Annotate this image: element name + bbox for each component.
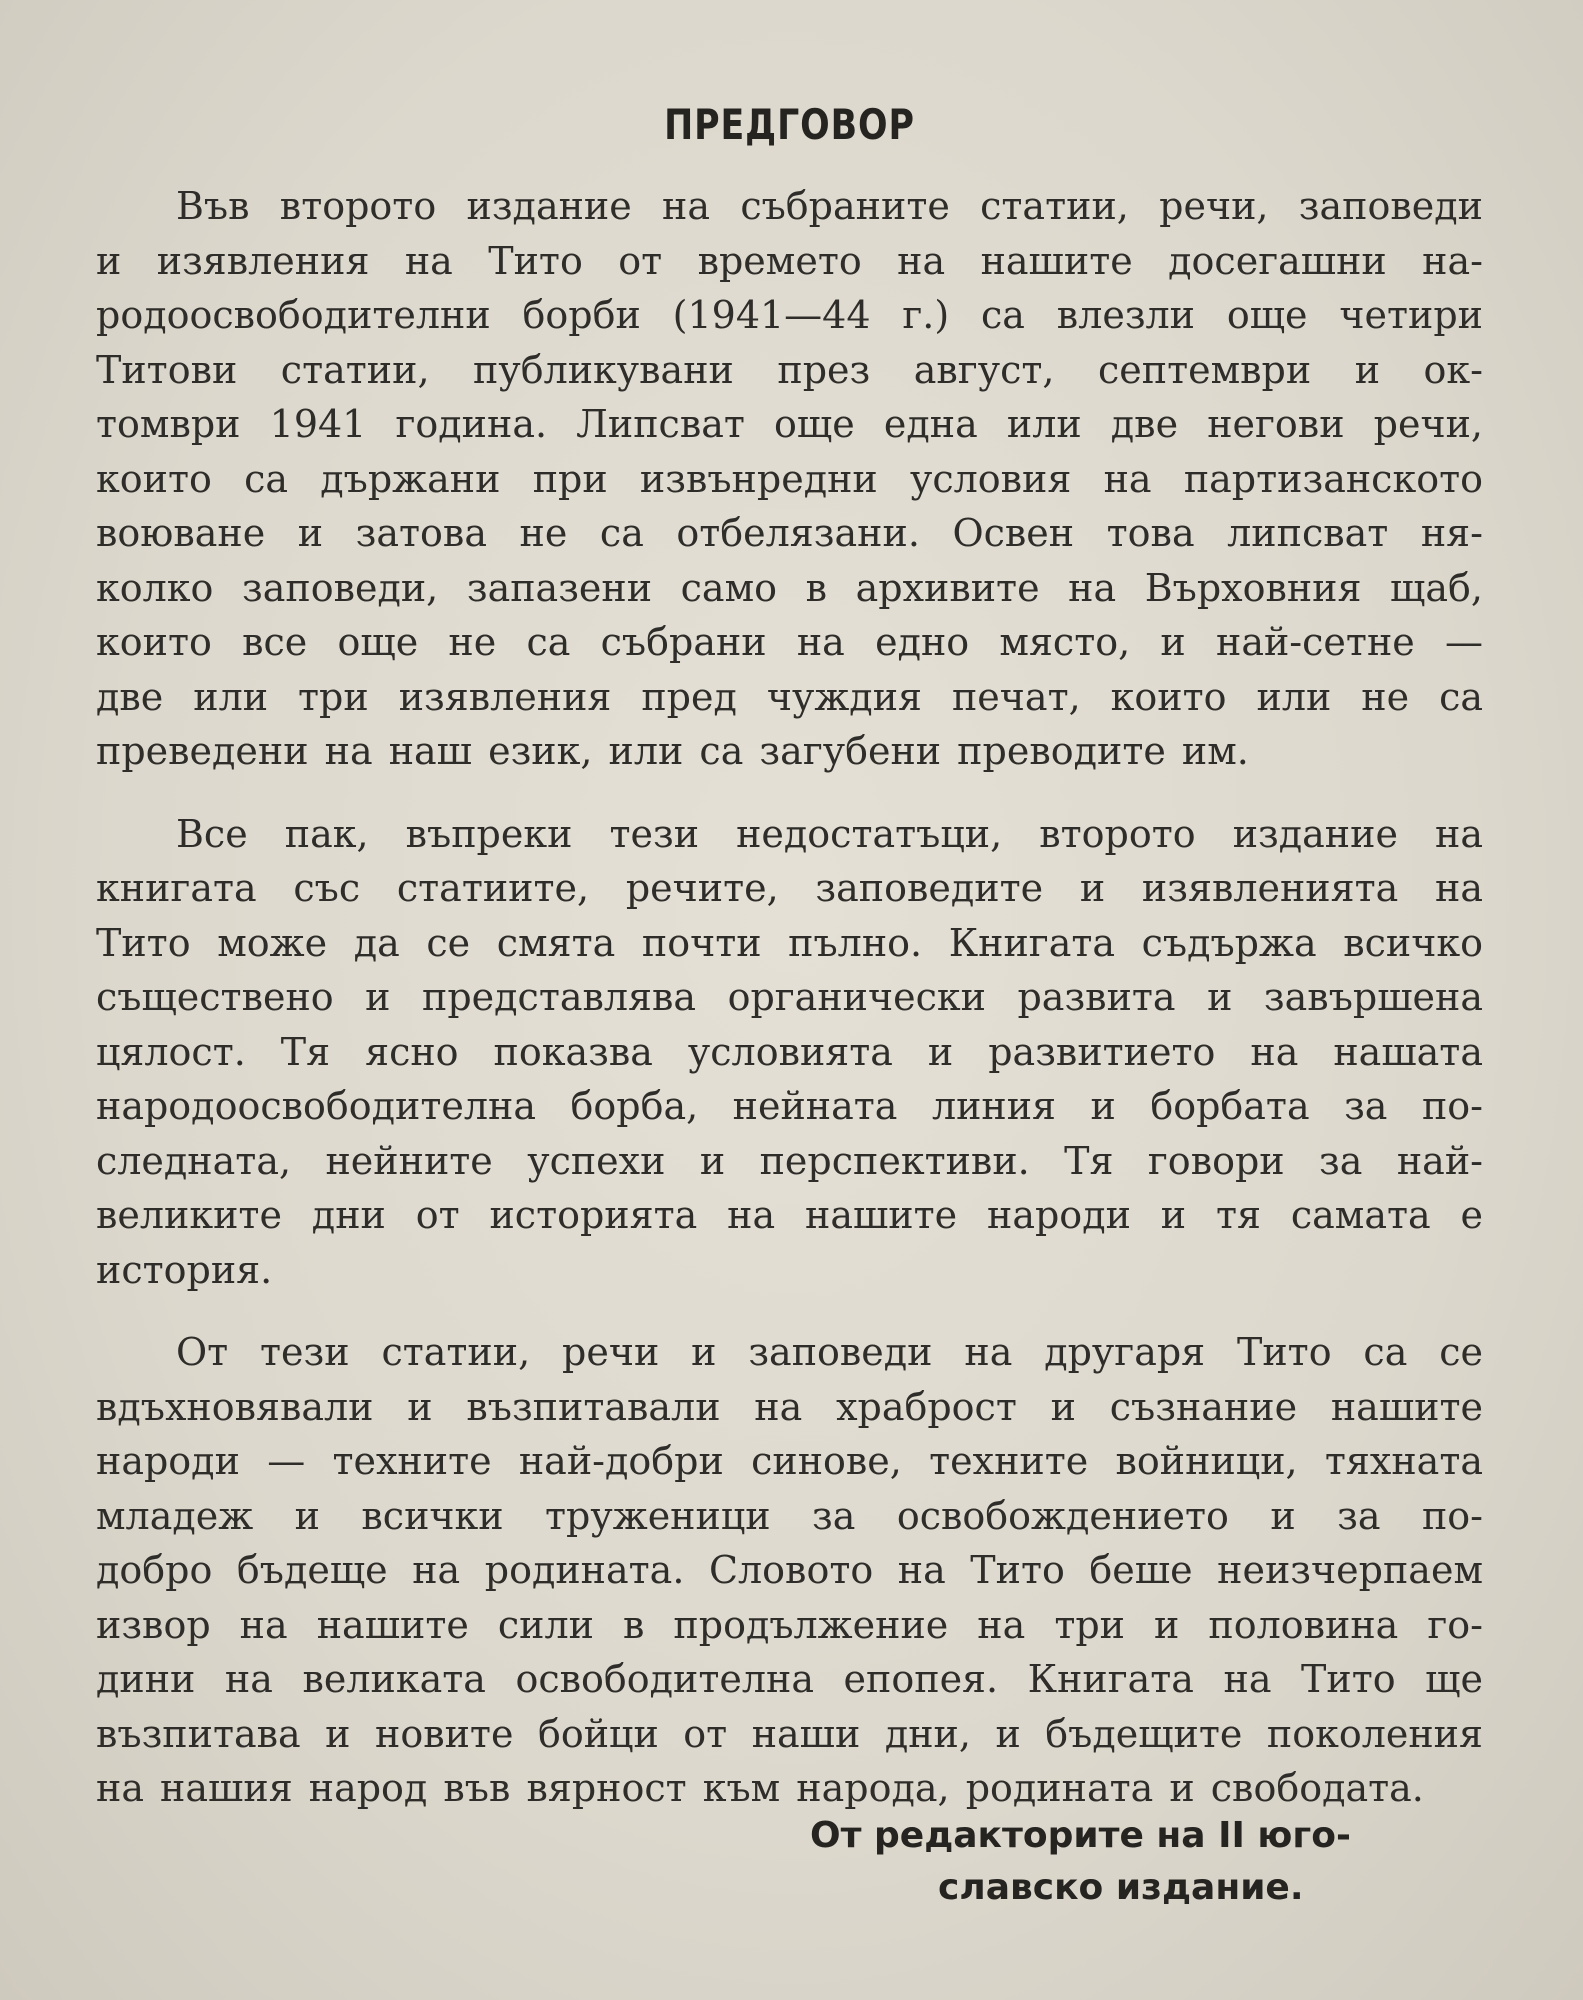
text-line: които са държани при извънредни условия на партизанското [96,456,1483,501]
text-line: воюване и затова не са отбелязани. Освен това липсват ня- [96,511,1483,555]
text-line: преведени на наш език, или са загубени преводите им. [96,729,1249,773]
text-line: съществено и представлява органически развита и завършена [96,975,1483,1019]
text-line: колко заповеди, запазени само в архивите на Върховния щаб, [96,565,1483,610]
text-line: младеж и всички труженици за освобождението и за по- [96,1493,1483,1538]
page-title: ПРЕДГОВОР [664,100,915,149]
text-line: томври 1941 година. Липсват още една или две негови речи, [96,402,1483,446]
signature-line-1: От редакторите на II юго- [810,1815,1351,1856]
paragraph-2 [96,807,1483,1298]
text-line: следната, нейните успехи и перспективи. Тя говори за най- [96,1138,1483,1183]
text-line: родоосвободителни борби (1941—44 г.) са влезли още четири [96,293,1483,337]
text-line: Във второто издание на събраните статии, речи, заповеди [176,184,1483,228]
text-line: цялост. Тя ясно показва условията и развитието на нашата [96,1029,1483,1074]
text-line: народоосвободителна борба, нейната линия и борбата за по- [96,1084,1483,1128]
text-line: история. [96,1247,273,1292]
text-line: Все пак, въпреки тези недостатъци, второто издание на [176,811,1483,856]
text-line: книгата със статиите, речите, заповедите и изявленията на [96,866,1483,910]
text-line: възпитава и новите бойци от наши дни, и бъдещите поколения [96,1711,1483,1756]
text-line: две или три изявления пред чуждия печат, които или не са [96,674,1483,719]
text-line: великите дни от историята на нашите народи и тя самата е [96,1193,1483,1237]
paragraph-1 [96,179,1483,779]
text-line: народи — техните най-добри синове, техните войници, тяхната [96,1439,1483,1483]
text-line: вдъхновявали и възпитавали на храброст и съзнание нашите [96,1384,1483,1429]
text-line: От тези статии, речи и заповеди на другаря Тито са се [176,1330,1483,1374]
signature [810,1810,1351,1914]
text-line: Титови статии, публикувани през август, септември и ок- [96,347,1483,392]
text-line: и изявления на Тито от времето на нашите досегашни на- [96,238,1483,283]
text-line: добро бъдеще на родината. Словото на Тито беше неизчерпаем [96,1548,1483,1592]
text-line: на нашия народ във вярност към народа, родината и свободата. [96,1766,1424,1810]
text-line: извор на нашите сили в продължение на три и половина го- [96,1602,1483,1647]
text-line: Тито може да се смята почти пълно. Книгата съдържа всичко [96,920,1483,965]
text-line: дини на великата освободителна епопея. Книгата на Тито ще [96,1657,1483,1701]
text-line: които все още не са събрани на едно място, и най-сетне — [96,620,1483,664]
signature-line-2: славско издание. [938,1867,1304,1908]
paragraph-3 [96,1325,1483,1816]
